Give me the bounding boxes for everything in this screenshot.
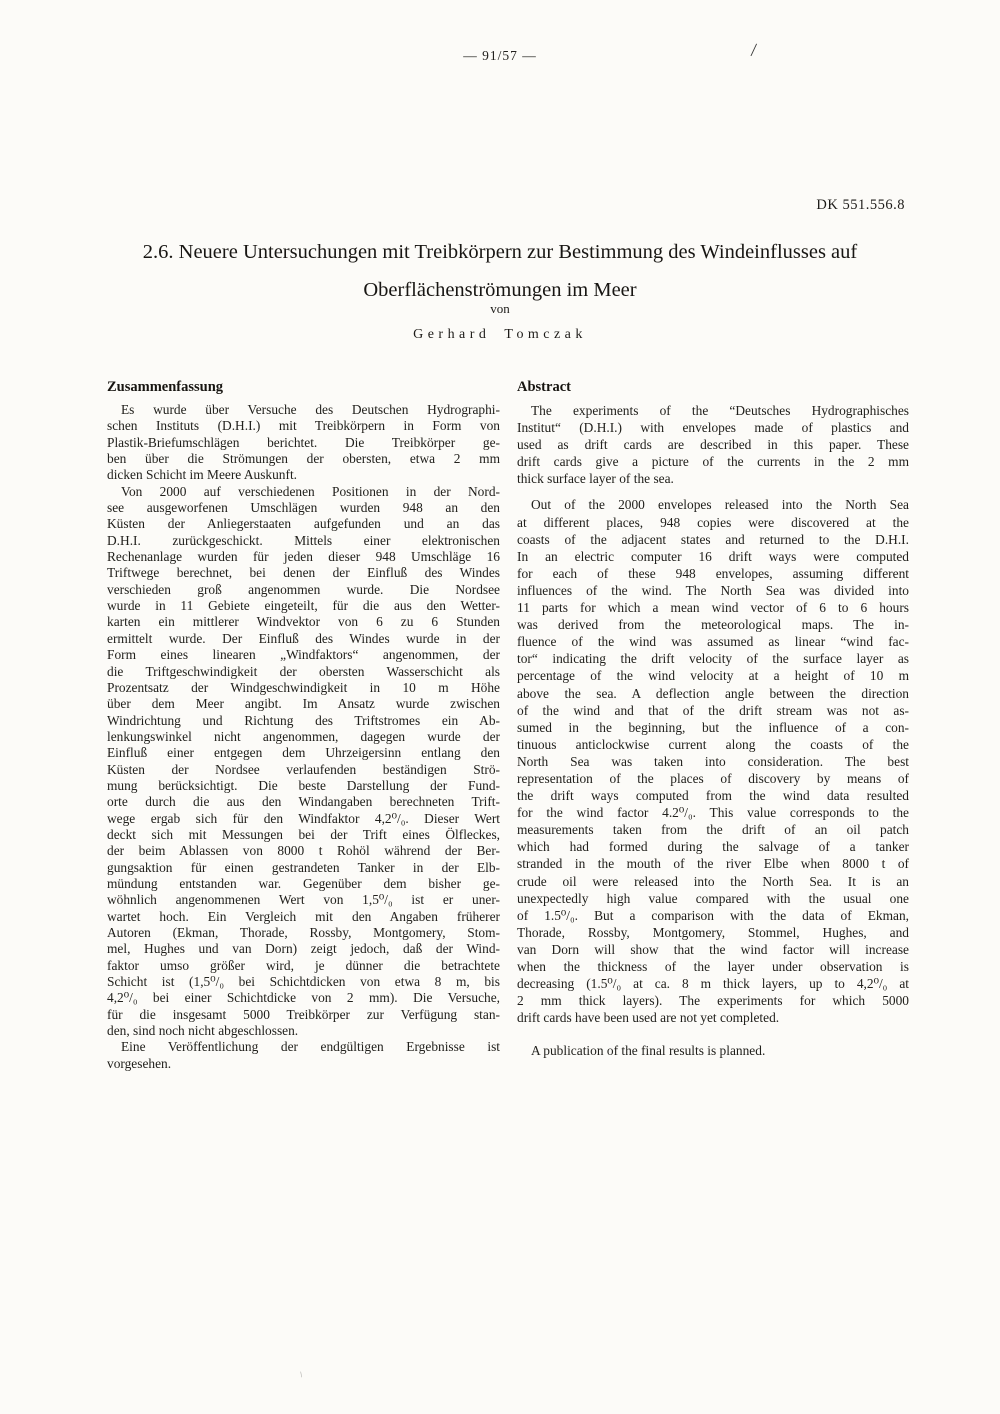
- text-line: wege ergab sich für den Windfaktor 4,2⁰/₀. Dieser Wert: [107, 810, 500, 826]
- text-line: was derived from the meteorological maps. The in-: [517, 617, 909, 633]
- article-title-line-2: Oberflächenströmungen im Meer: [363, 279, 637, 301]
- text-line: wartet hoch. Ein Vergleich mit den Angaben früherer: [107, 908, 500, 924]
- text-line: wöhnlich angenommenen Wert von 1,5⁰/₀ ist er uner-: [107, 892, 500, 908]
- paragraph: [107, 1039, 500, 1072]
- text-line: tor“ indicating the drift velocity of the surface layer as: [517, 651, 909, 667]
- text-line: Prozentsatz der Windgeschwindigkeit in 10 m Höhe: [107, 679, 500, 695]
- text-line: drift cards have been used are not yet completed.: [517, 1010, 780, 1026]
- text-line: lenkungswinkel nicht angenommen, dagegen wurde der: [107, 728, 500, 744]
- paragraph: [517, 402, 909, 487]
- text-line: Schicht ist (1,5⁰/₀ bei Schichtdicken von etwa 8 m, bis: [107, 974, 500, 990]
- text-line: crude oil were released into the North Sea. It is an: [517, 873, 909, 889]
- german-summary-heading: Zusammenfassung: [107, 379, 224, 395]
- text-line: decreasing (1.5⁰/₀ at ca. 8 m thick layers, up to 4,2⁰/₀ at: [517, 976, 909, 992]
- text-line: which had formed during the salvage of a tanker: [517, 839, 909, 855]
- text-line: Einfluß einer entgegen dem Uhrzeigersinn entlang den: [107, 745, 500, 761]
- text-line: mel, Hughes und van Dorn) zeigt jedoch, daß der Wind-: [107, 941, 500, 957]
- text-line: stranded in the mouth of the river Elbe when 8000 t of: [517, 856, 909, 872]
- text-line: Von 2000 auf verschiedenen Positionen in der Nord-: [121, 483, 500, 499]
- text-line: Institut“ (D.H.I.) with envelopes made of plastics and: [517, 420, 909, 436]
- author-name: Gerhard Tomczak: [413, 327, 587, 342]
- text-line: coasts of the adjacent states and returned to the D.H.I.: [517, 531, 909, 547]
- text-line: at different places, 948 copies were discovered at the: [517, 514, 909, 530]
- text-line: über dem Meer angibt. Im Ansatz wurde zwischen: [107, 696, 500, 712]
- text-line: dicken Schicht im Meere Auskunft.: [107, 467, 298, 483]
- article-title: [60, 233, 940, 309]
- text-line: drift cards give a picture of the currents in the 2 mm: [517, 454, 909, 470]
- text-line: karten ein mittlerer Windvektor von 6 zu 6 Stunden: [107, 614, 500, 630]
- text-line: used as drift cards are described in this paper. These: [517, 437, 909, 453]
- text-line: when the thickness of the layer under observation is: [517, 959, 909, 974]
- text-line: Küsten der Nordsee verlaufenden beständigen Strö-: [107, 761, 500, 777]
- summary-column-german: [107, 378, 500, 1072]
- text-line: 4,2⁰/₀ bei einer Schichtdicke von 2 mm). Die Versuche,: [107, 990, 500, 1006]
- text-line: verschieden groß angenommen wurde. Die Nordsee: [107, 581, 500, 597]
- text-line: für die insgesamt 5000 Treibkörper zur Verfügung stan-: [107, 1006, 500, 1022]
- text-line: 2 mm thick layers). The experiments for which 5000: [517, 993, 909, 1009]
- text-line: Form eines linearen „Windfaktors“ angenommen, der: [107, 647, 500, 663]
- text-line: for the wind factor 4.2⁰/₀. This value corresponds to the: [517, 805, 909, 821]
- text-line: mung berücksichtigt. Die beste Darstellung der Fund-: [107, 777, 500, 793]
- text-line: Triftwege berechnet, bei denen der Einfluß des Windes: [107, 565, 500, 581]
- text-line: unexpectedly high value compared with the usual one: [517, 890, 909, 906]
- text-line: of 1.5⁰/₀. But a comparison with the data of Ekman,: [517, 907, 909, 923]
- byline-prefix: von: [490, 301, 510, 316]
- text-line: representation of the places of discovery by means of: [517, 770, 909, 786]
- german-summary-body: [107, 402, 500, 1072]
- text-line: Autoren (Ekman, Thorade, Rossby, Montgomery, Stom-: [107, 925, 500, 940]
- text-line: D.H.I. zurückgeschickt. Mittels einer elektronischen: [107, 532, 500, 548]
- text-line: Thorade, Rossby, Montgomery, Stommel, Hughes, and: [517, 924, 909, 940]
- bottom-scan-speck: \: [299, 1369, 304, 1380]
- text-line: tinuous anticlockwise current along the coasts of the: [517, 736, 909, 752]
- text-line: above the sea. A deflection angle between the direction: [517, 685, 909, 701]
- text-line: Eine Veröffentlichung der endgültigen Ergebnisse ist: [121, 1039, 500, 1055]
- text-line: die Triftgeschwindigkeit der obersten Wasserschicht als: [107, 663, 500, 679]
- english-abstract-body: [517, 402, 909, 1059]
- text-line: mündung entstanden war. Gegenüber dem bisher ge-: [107, 875, 500, 891]
- text-line: vorgesehen.: [107, 1055, 172, 1071]
- text-line: Küsten der Anliegerstaaten aufgefunden und an das: [107, 516, 500, 532]
- stray-pen-mark: /: [749, 39, 758, 62]
- text-line: den, sind noch nicht abgeschlossen.: [107, 1023, 299, 1039]
- text-line: sumed in the beginning, but the influence of a con-: [517, 719, 909, 735]
- text-line: see ausgeworfenen Umschlägen wurden 948 an den: [107, 500, 500, 516]
- page-number: — 91/57 —: [463, 48, 537, 63]
- paragraph: [107, 402, 500, 484]
- text-line: wurde in 11 Gebiete eingeteilt, für die aus den Wetter-: [107, 598, 500, 614]
- text-line: measurements taken from the drift of an oil patch: [517, 822, 909, 838]
- dk-classification: DK 551.556.8: [816, 197, 905, 213]
- paragraph: [107, 484, 500, 1040]
- text-line: of the wind and that of the drift stream was not as-: [517, 702, 909, 718]
- text-line: deckt sich mit Messungen bei der Trift eines Ölfleckes,: [107, 826, 500, 842]
- text-line: ben über die Strömungen der obersten, etwa 2 mm: [107, 451, 500, 467]
- text-line: A publication of the final results is planned.: [531, 1043, 766, 1059]
- english-abstract-heading: Abstract: [517, 379, 571, 395]
- text-line: thick surface layer of the sea.: [517, 471, 674, 487]
- text-line: faktor umso größer wird, je dünner die betrachtete: [107, 957, 500, 973]
- text-line: orte durch die aus den Windangaben berechneten Trift-: [107, 794, 500, 810]
- text-line: 11 parts for which a mean wind vector of 6 to 6 hours: [517, 600, 909, 616]
- text-line: for each of these 948 envelopes, assuming different: [517, 565, 909, 581]
- text-line: Plastik-Briefumschlägen berichtet. Die Treibkörper ge-: [107, 434, 500, 450]
- text-line: fluence of the wind was assumed as linear “wind fac-: [517, 634, 909, 650]
- text-line: Out of the 2000 envelopes released into the North Sea: [531, 497, 909, 513]
- text-line: der beim Ablassen von 8000 t Rohöl während der Ber-: [107, 843, 500, 859]
- text-line: The experiments of the “Deutsches Hydrographisches: [531, 403, 909, 418]
- text-line: Windrichtung und Richtung des Triftstromes ein Ab-: [107, 712, 500, 728]
- abstract-column-english: [517, 378, 909, 1059]
- text-line: van Dorn will show that the wind factor will increase: [517, 941, 909, 957]
- text-line: schen Instituts (D.H.I.) mit Treibkörpern in Form von: [107, 418, 500, 434]
- text-line: gungsaktion für einen gestrandeten Tanker in der Elb-: [107, 859, 500, 875]
- text-line: ermittelt wurde. Der Einfluß des Windes wurde in der: [107, 630, 500, 646]
- text-line: In an electric computer 16 drift ways were computed: [517, 548, 909, 564]
- text-line: Rechenanlage wurden für jeden dieser 948 Umschläge 16: [107, 549, 500, 565]
- article-title-line-1: 2.6. Neuere Untersuchungen mit Treibkörpern zur Bestimmung des Windeinflusses auf: [142, 241, 858, 263]
- text-line: influences of the wind. The North Sea was divided into: [517, 582, 909, 598]
- text-line: Es wurde über Versuche des Deutschen Hydrographi-: [121, 402, 500, 417]
- text-line: North Sea was taken into consideration. The best: [517, 753, 909, 769]
- text-line: percentage of the wind velocity at a height of 10 m: [517, 668, 909, 684]
- text-line: the drift ways computed from the wind data resulted: [517, 788, 909, 804]
- paragraph: [517, 1042, 909, 1059]
- paragraph: [517, 496, 909, 1026]
